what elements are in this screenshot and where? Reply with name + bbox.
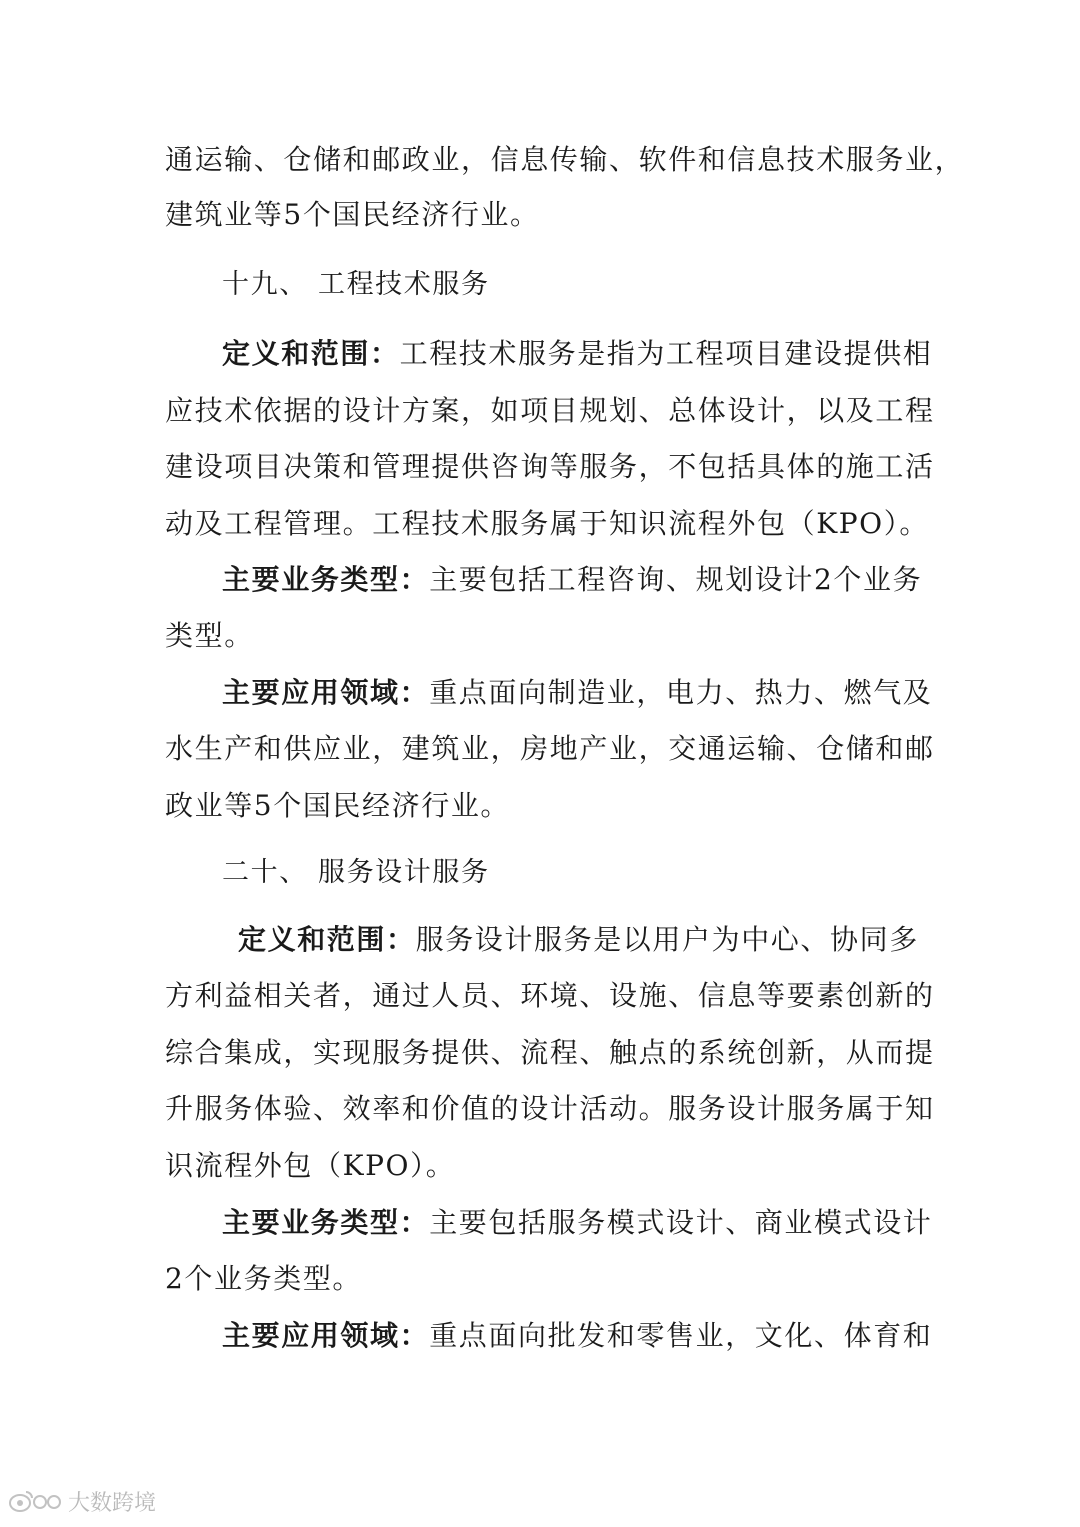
watermark [8, 1485, 156, 1517]
application-label: 主要应用领域： [222, 1319, 430, 1352]
text-line: 方利益相关者，通过人员、环境、设施、信息等要素创新的 [165, 979, 935, 1012]
text-line: 升服务体验、效率和价值的设计活动。服务设计服务属于知 [165, 1092, 935, 1125]
text-line: 动及工程管理。工程技术服务属于知识流程外包（KPO）。 [165, 507, 929, 540]
definition-label: 定义和范围： [238, 923, 416, 956]
paragraph-line [222, 560, 923, 600]
text-line: 建设项目决策和管理提供咨询等服务，不包括具体的施工活 [165, 450, 935, 483]
text-line: 类型。 [165, 619, 254, 652]
text-line: 水生产和供应业，建筑业，房地产业，交通运输、仓储和邮 [165, 732, 935, 765]
paragraph-line [222, 1203, 933, 1243]
business-type-text: 主要包括工程咨询、规划设计2个业务 [429, 563, 923, 596]
business-type-label: 主要业务类型： [222, 1206, 430, 1239]
section-heading: 十九、 工程技术服务 [222, 269, 490, 300]
definition-text: 工程技术服务是指为工程项目建设提供相 [399, 337, 933, 370]
text-line: 2个业务类型。 [165, 1262, 363, 1295]
business-type-label: 主要业务类型： [222, 563, 430, 596]
application-text: 重点面向批发和零售业，文化、体育和 [429, 1319, 933, 1352]
paragraph-line [222, 334, 933, 374]
text-line: 政业等5个国民经济行业。 [165, 789, 511, 822]
application-label: 主要应用领域： [222, 676, 430, 709]
text-line: 通运输、仓储和邮政业，信息传输、软件和信息技术服务业， [165, 143, 965, 176]
text-line: 识流程外包（KPO）。 [165, 1149, 456, 1182]
definition-label: 定义和范围： [222, 337, 400, 370]
section-heading: 二十、 服务设计服务 [222, 857, 490, 888]
watermark-text: 大数跨境 [68, 1490, 157, 1516]
application-text: 重点面向制造业，电力、热力、燃气及 [429, 676, 933, 709]
weibo-logo-icon [8, 1488, 62, 1514]
definition-text: 服务设计服务是以用户为中心、协同多 [415, 923, 919, 956]
text-line: 应技术依据的设计方案，如项目规划、总体设计，以及工程 [165, 394, 935, 427]
paragraph-line [238, 920, 917, 960]
business-type-text: 主要包括服务模式设计、商业模式设计 [429, 1206, 933, 1239]
text-line: 综合集成，实现服务提供、流程、触点的系统创新，从而提 [165, 1036, 935, 1069]
text-line: 建筑业等5个国民经济行业。 [165, 198, 540, 231]
paragraph-line [222, 673, 933, 713]
paragraph-line [222, 1316, 933, 1356]
